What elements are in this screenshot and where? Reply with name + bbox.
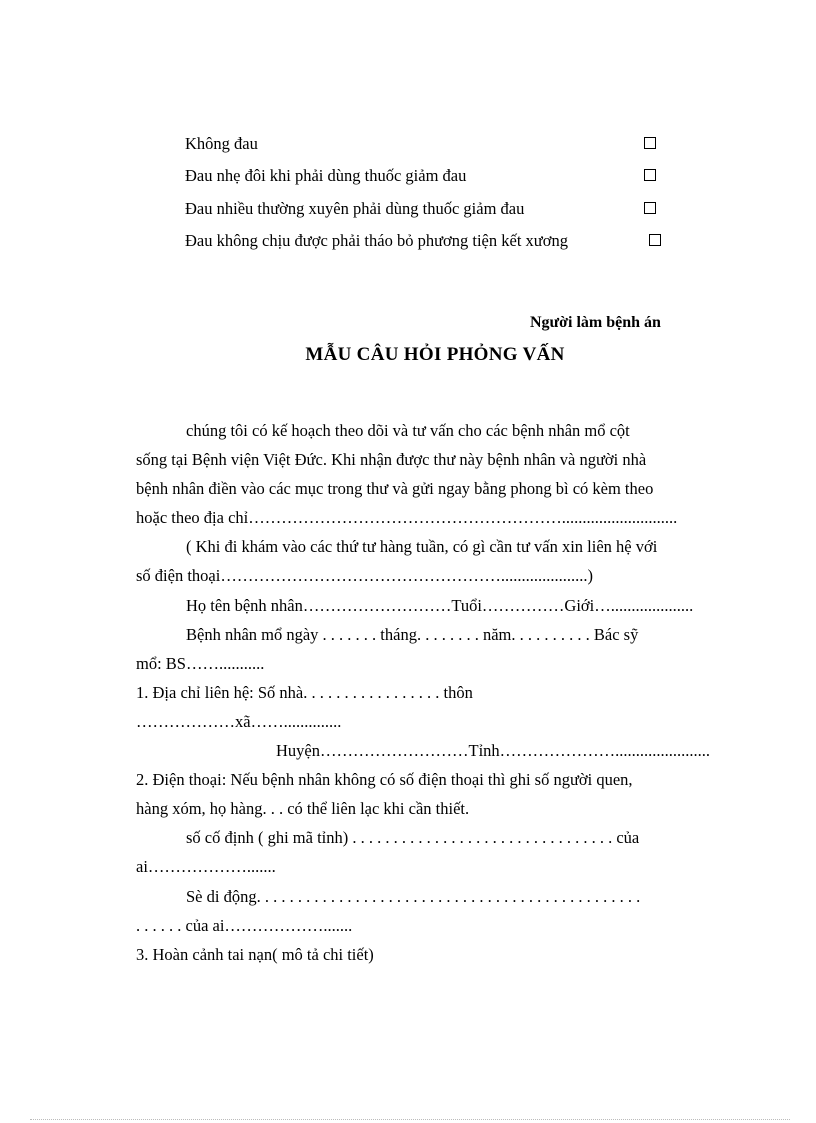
landline-line-1: số cố định ( ghi mã tỉnh) . . . . . . . . . . . . . . . . . . . . . . . . . . . . . . . . của [186, 828, 640, 847]
checkbox-pain-mild[interactable] [644, 169, 656, 181]
intro-line-4: hoặc theo địa chỉ…………………………………………………............................ [136, 508, 678, 527]
phone-line-2: hàng xóm, họ hàng. . . có thể liên lạc khi cần thiết. [136, 799, 470, 818]
intro-line-1 [186, 421, 738, 441]
mobile-line-1: Sè di động. . . . . . . . . . . . . . . . . . . . . . . . . . . . . . . . . . . . . . . . . . . . . . . [186, 887, 641, 906]
surgery-line-2: mổ: BS……........... [136, 654, 265, 673]
address-line-2: ………………xã…….............. [136, 712, 342, 731]
pain-option-unbearable: Đau không chịu được phải tháo bỏ phương tiện kết xương [185, 231, 568, 250]
address-line-3: Huyện………………………Tỉnh…………………....................... [276, 741, 711, 760]
patient-info-line: Họ tên bệnh nhân………………………Tuổi……………Giới….................... [186, 596, 694, 615]
phone-line-1: 2. Điện thoại: Nếu bệnh nhân không có số điện thoại thì ghi số người quen, [136, 770, 633, 789]
checkbox-pain-frequent[interactable] [644, 202, 656, 214]
mobile-line-2: . . . . . . của ai………………....... [136, 916, 353, 935]
accident-heading: 3. Hoàn cảnh tai nạn( mô tả chi tiết) [136, 945, 374, 964]
landline-line-2: ai………………....... [136, 857, 276, 876]
page-title: MẪU CÂU HỎI PHỎNG VẤN [305, 344, 565, 365]
pain-option-frequent: Đau nhiều thường xuyên phải dùng thuốc giảm đau [185, 199, 525, 218]
note-line-1: ( Khi đi khám vào các thứ tư hàng tuần, có gì cần tư vấn xin liên hệ với [186, 537, 658, 556]
note-line-2: số điện thoại…………………………………………….....................) [136, 566, 593, 585]
checkbox-pain-none[interactable] [644, 137, 656, 149]
signer-label: Người làm bệnh án [530, 314, 661, 331]
page-bottom-divider [30, 1119, 790, 1120]
intro-line-2: sống tại Bệnh viện Việt Đức. Khi nhận được thư này bệnh nhân và người nhà [136, 450, 647, 469]
address-line-1: 1. Địa chỉ liên hệ: Số nhà. . . . . . . . . . . . . . . . . thôn [136, 683, 473, 702]
intro-line-3: bệnh nhân điền vào các mục trong thư và gửi ngay bằng phong bì có kèm theo [136, 479, 654, 498]
pain-option-none: Không đau [185, 134, 258, 153]
intro-line-1-text: chúng tôi có kế hoạch theo dõi và tư vấn cho các bệnh nhân mổ cột [186, 421, 630, 440]
pain-option-mild: Đau nhẹ đôi khi phải dùng thuốc giảm đau [185, 166, 467, 185]
surgery-line-1: Bệnh nhân mổ ngày . . . . . . . tháng. . . . . . . . năm. . . . . . . . . . Bác sỹ [186, 625, 639, 644]
checkbox-pain-unbearable[interactable] [649, 234, 661, 246]
